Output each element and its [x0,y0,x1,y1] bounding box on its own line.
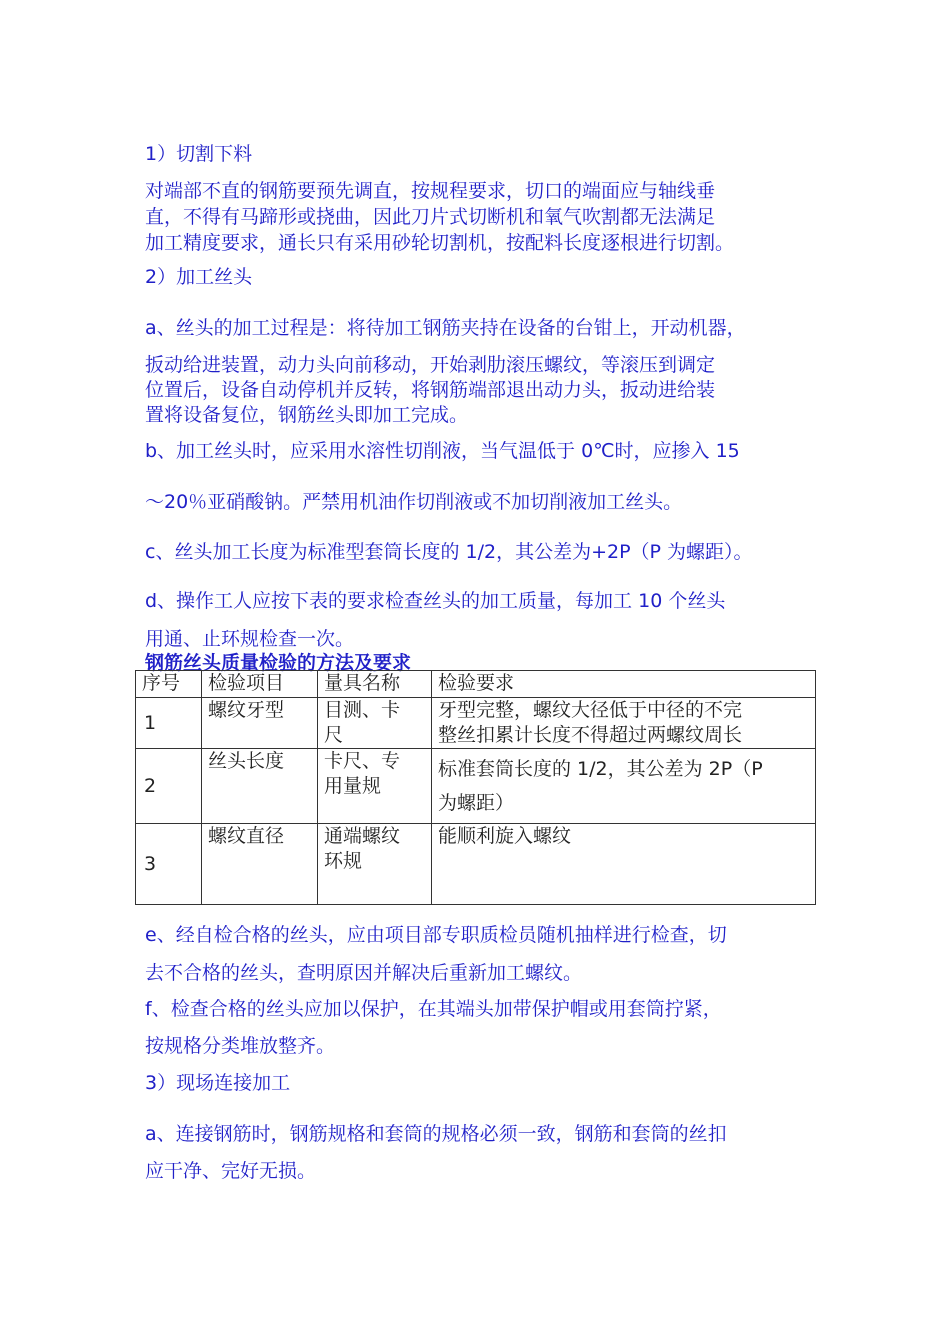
table-row [136,749,816,824]
requirement [432,698,816,749]
measuring-tool [318,749,432,824]
paragraph-3a-line: a、连接钢筋时，钢筋规格和套筒的规格必须一致，钢筋和套筒的丝扣 [145,1123,727,1145]
paragraph-a-line: a、丝头的加工过程是：将待加工钢筋夹持在设备的台钳上，开动机器， [145,317,746,339]
row-number: 1 [136,698,202,749]
row-number: 2 [136,749,202,824]
paragraph-e-line: 去不合格的丝头，查明原因并解决后重新加工螺纹。 [145,962,583,984]
paragraph-line: 直，不得有马蹄形或挠曲，因此刀片式切断机和氧气吹割都无法满足 [145,206,716,228]
paragraph-a-line: 扳动给进装置，动力头向前移动，开始剥肋滚压螺纹，等滚压到调定 [145,354,716,376]
requirement-line: 为螺距） [438,792,515,814]
requirement-line: 能顺利旋入螺纹 [438,825,572,847]
section-3-heading: 3）现场连接加工 [145,1072,291,1094]
paragraph-d-line: 用通、止环规检查一次。 [145,628,355,650]
table-title: 钢筋丝头质量检验的方法及要求 [145,652,412,674]
tool-line: 尺 [324,724,344,746]
section-1-heading: 1）切割下料 [145,143,253,165]
paragraph-a-line: 位置后，设备自动停机并反转，将钢筋端部退出动力头，扳动进给装 [145,379,716,401]
paragraph-line: 对端部不直的钢筋要预先调直，按规程要求，切口的端面应与轴线垂 [145,180,716,202]
paragraph-f-line: f、检查合格的丝头应加以保护，在其端头加带保护帽或用套筒拧紧， [145,998,722,1020]
header-cell: 序号 [136,671,202,698]
measuring-tool [318,824,432,905]
table-row [136,698,816,749]
requirement [432,824,816,905]
header-cell: 检验项目 [202,671,318,698]
requirement [432,749,816,824]
paragraph-d-line: d、操作工人应按下表的要求检查丝头的加工质量，每加工 10 个丝头 [145,590,726,612]
inspection-item: 丝头长度 [202,749,318,824]
requirement-line: 整丝扣累计长度不得超过两螺纹周长 [438,724,743,746]
table-header-row [136,671,816,698]
paragraph-c: c、丝头加工长度为标准型套筒长度的 1/2，其公差为+2P（P 为螺距）。 [145,541,753,563]
paragraph-b-line: ～20％亚硝酸钠。严禁用机油作切削液或不加切削液加工丝头。 [145,491,683,513]
requirement-line: 标准套筒长度的 1/2，其公差为 2P（P [438,758,763,780]
header-cell: 检验要求 [432,671,816,698]
paragraph-b-line: b、加工丝头时，应采用水溶性切削液，当气温低于 0℃时，应掺入 15 [145,440,740,462]
tool-line: 用量规 [324,775,382,797]
tool-line: 卡尺、专 [324,750,401,772]
section-2-heading: 2）加工丝头 [145,266,253,288]
inspection-item: 螺纹直径 [202,824,318,905]
paragraph-e-line: e、经自检合格的丝头，应由项目部专职质检员随机抽样进行检查，切 [145,924,727,946]
tool-line: 环规 [324,850,363,872]
row-number: 3 [136,824,202,905]
paragraph-3a-line: 应干净、完好无损。 [145,1160,317,1182]
header-cell: 量具名称 [318,671,432,698]
table-row [136,824,816,905]
paragraph-line: 加工精度要求，通长只有采用砂轮切割机，按配料长度逐根进行切割。 [145,232,735,254]
paragraph-a-line: 置将设备复位，钢筋丝头即加工完成。 [145,404,469,426]
tool-line: 目测、卡 [324,699,401,721]
paragraph-f-line: 按规格分类堆放整齐。 [145,1035,336,1057]
tool-line: 通端螺纹 [324,825,401,847]
requirement-line: 牙型完整，螺纹大径低于中径的不完 [438,699,743,721]
quality-inspection-table [135,670,816,905]
inspection-item: 螺纹牙型 [202,698,318,749]
measuring-tool [318,698,432,749]
